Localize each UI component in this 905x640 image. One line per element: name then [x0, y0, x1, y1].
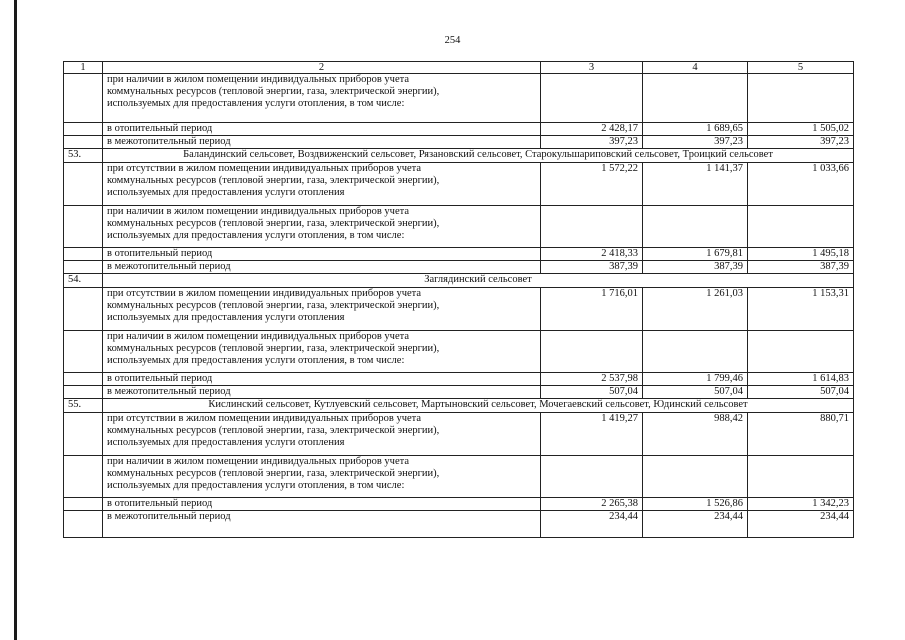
scan-edge	[14, 0, 17, 640]
section-header-row	[64, 149, 854, 163]
description-cell	[103, 413, 541, 456]
empty-cell	[541, 74, 643, 123]
value-cell: 1 716,01	[541, 288, 643, 331]
empty-cell	[541, 456, 643, 498]
value-cell: 387,39	[748, 261, 854, 274]
description-line: при наличии в жилом помещении индивидуальных приборов учета	[107, 331, 409, 342]
column-header: 4	[643, 62, 748, 74]
section-index: 54.	[64, 274, 103, 288]
value-cell: 397,23	[748, 136, 854, 149]
value-cell: 1 572,22	[541, 163, 643, 206]
description-line: коммунальных ресурсов (тепловой энергии, газа, электрической энергии),	[107, 300, 440, 311]
value-cell: 2 418,33	[541, 248, 643, 261]
section-header-row	[64, 399, 854, 413]
empty-cell	[64, 386, 103, 399]
empty-cell	[64, 373, 103, 386]
row-label: в межотопительный период	[103, 261, 541, 274]
column-header: 2	[103, 62, 541, 74]
value-cell: 387,39	[643, 261, 748, 274]
empty-cell	[643, 74, 748, 123]
description-cell	[103, 331, 541, 373]
description-line: коммунальных ресурсов (тепловой энергии, газа, электрической энергии),	[107, 86, 440, 97]
section-header-row	[64, 274, 854, 288]
empty-cell	[64, 248, 103, 261]
description-line: коммунальных ресурсов (тепловой энергии, газа, электрической энергии),	[107, 218, 440, 229]
description-line: при отсутствии в жилом помещении индивидуальных приборов учета	[107, 288, 422, 299]
description-line: используемых для предоставления услуги отопления, в том числе:	[107, 98, 405, 109]
description-line: используемых для предоставления услуги отопления	[107, 187, 345, 198]
section-index: 53.	[64, 149, 103, 163]
row-label: в межотопительный период	[103, 386, 541, 399]
empty-cell	[748, 331, 854, 373]
empty-cell	[748, 74, 854, 123]
table-row	[64, 74, 854, 123]
table-row	[64, 413, 854, 456]
header-row	[64, 62, 854, 74]
table-row	[64, 248, 854, 261]
value-cell: 234,44	[748, 511, 854, 538]
table-row	[64, 206, 854, 248]
description-line: используемых для предоставления услуги отопления	[107, 312, 345, 323]
value-cell: 1 614,83	[748, 373, 854, 386]
description-line: коммунальных ресурсов (тепловой энергии, газа, электрической энергии),	[107, 175, 440, 186]
description-line: коммунальных ресурсов (тепловой энергии, газа, электрической энергии),	[107, 468, 440, 479]
empty-cell	[748, 456, 854, 498]
page-number: 254	[444, 35, 461, 46]
value-cell: 234,44	[541, 511, 643, 538]
empty-cell	[64, 331, 103, 373]
description-line: при наличии в жилом помещении индивидуальных приборов учета	[107, 206, 409, 217]
section-title: Баландинский сельсовет, Воздвиженский сельсовет, Рязановский сельсовет, Старокульшариповский сельсовет, Троицкий сельсовет	[103, 149, 854, 163]
empty-cell	[64, 456, 103, 498]
value-cell: 397,23	[643, 136, 748, 149]
value-cell: 2 537,98	[541, 373, 643, 386]
description-line: коммунальных ресурсов (тепловой энергии, газа, электрической энергии),	[107, 343, 440, 354]
tariff-table	[63, 61, 854, 538]
empty-cell	[643, 456, 748, 498]
table-row	[64, 373, 854, 386]
empty-cell	[643, 206, 748, 248]
table-row	[64, 123, 854, 136]
table-row	[64, 288, 854, 331]
value-cell: 1 526,86	[643, 498, 748, 511]
value-cell: 1 261,03	[643, 288, 748, 331]
empty-cell	[64, 136, 103, 149]
value-cell: 880,71	[748, 413, 854, 456]
section-title: Заглядинский сельсовет	[103, 274, 854, 288]
row-label: в отопительный период	[103, 498, 541, 511]
description-cell	[103, 163, 541, 206]
empty-cell	[643, 331, 748, 373]
table-row	[64, 456, 854, 498]
description-line: используемых для предоставления услуги отопления	[107, 437, 345, 448]
empty-cell	[64, 511, 103, 538]
description-line: при отсутствии в жилом помещении индивидуальных приборов учета	[107, 163, 422, 174]
description-cell	[103, 288, 541, 331]
value-cell: 507,04	[748, 386, 854, 399]
row-label: в отопительный период	[103, 123, 541, 136]
empty-cell	[64, 498, 103, 511]
description-line: при наличии в жилом помещении индивидуальных приборов учета	[107, 456, 409, 467]
value-cell: 1 419,27	[541, 413, 643, 456]
value-cell: 387,39	[541, 261, 643, 274]
description-line: используемых для предоставления услуги отопления, в том числе:	[107, 355, 405, 366]
section-index: 55.	[64, 399, 103, 413]
row-label: в межотопительный период	[103, 511, 541, 538]
description-line: при отсутствии в жилом помещении индивидуальных приборов учета	[107, 413, 422, 424]
value-cell: 2 428,17	[541, 123, 643, 136]
empty-cell	[541, 331, 643, 373]
value-cell: 507,04	[643, 386, 748, 399]
column-header: 1	[64, 62, 103, 74]
empty-cell	[64, 163, 103, 206]
table-row	[64, 136, 854, 149]
description-cell	[103, 206, 541, 248]
value-cell: 1 495,18	[748, 248, 854, 261]
empty-cell	[748, 206, 854, 248]
empty-cell	[64, 288, 103, 331]
value-cell: 988,42	[643, 413, 748, 456]
description-cell	[103, 456, 541, 498]
value-cell: 1 033,66	[748, 163, 854, 206]
empty-cell	[64, 123, 103, 136]
row-label: в отопительный период	[103, 373, 541, 386]
description-line: используемых для предоставления услуги отопления, в том числе:	[107, 230, 405, 241]
value-cell: 1 689,65	[643, 123, 748, 136]
value-cell: 1 505,02	[748, 123, 854, 136]
column-header: 5	[748, 62, 854, 74]
empty-cell	[64, 261, 103, 274]
column-header: 3	[541, 62, 643, 74]
row-label: в отопительный период	[103, 248, 541, 261]
table-row	[64, 331, 854, 373]
empty-cell	[64, 206, 103, 248]
empty-cell	[541, 206, 643, 248]
description-line: используемых для предоставления услуги отопления, в том числе:	[107, 480, 405, 491]
row-label: в межотопительный период	[103, 136, 541, 149]
section-title: Кислинский сельсовет, Кутлуевский сельсовет, Мартыновский сельсовет, Мочегаевский сельсовет, Юдинский сельсовет	[103, 399, 854, 413]
table-row	[64, 163, 854, 206]
value-cell: 1 141,37	[643, 163, 748, 206]
value-cell: 1 799,46	[643, 373, 748, 386]
description-line: коммунальных ресурсов (тепловой энергии, газа, электрической энергии),	[107, 425, 440, 436]
value-cell: 507,04	[541, 386, 643, 399]
description-cell	[103, 74, 541, 123]
table-row	[64, 498, 854, 511]
table-row	[64, 261, 854, 274]
value-cell: 234,44	[643, 511, 748, 538]
value-cell: 1 679,81	[643, 248, 748, 261]
value-cell: 1 342,23	[748, 498, 854, 511]
table-row	[64, 511, 854, 538]
empty-cell	[64, 74, 103, 123]
value-cell: 1 153,31	[748, 288, 854, 331]
description-line: при наличии в жилом помещении индивидуальных приборов учета	[107, 74, 409, 85]
value-cell: 397,23	[541, 136, 643, 149]
value-cell: 2 265,38	[541, 498, 643, 511]
table-row	[64, 386, 854, 399]
empty-cell	[64, 413, 103, 456]
